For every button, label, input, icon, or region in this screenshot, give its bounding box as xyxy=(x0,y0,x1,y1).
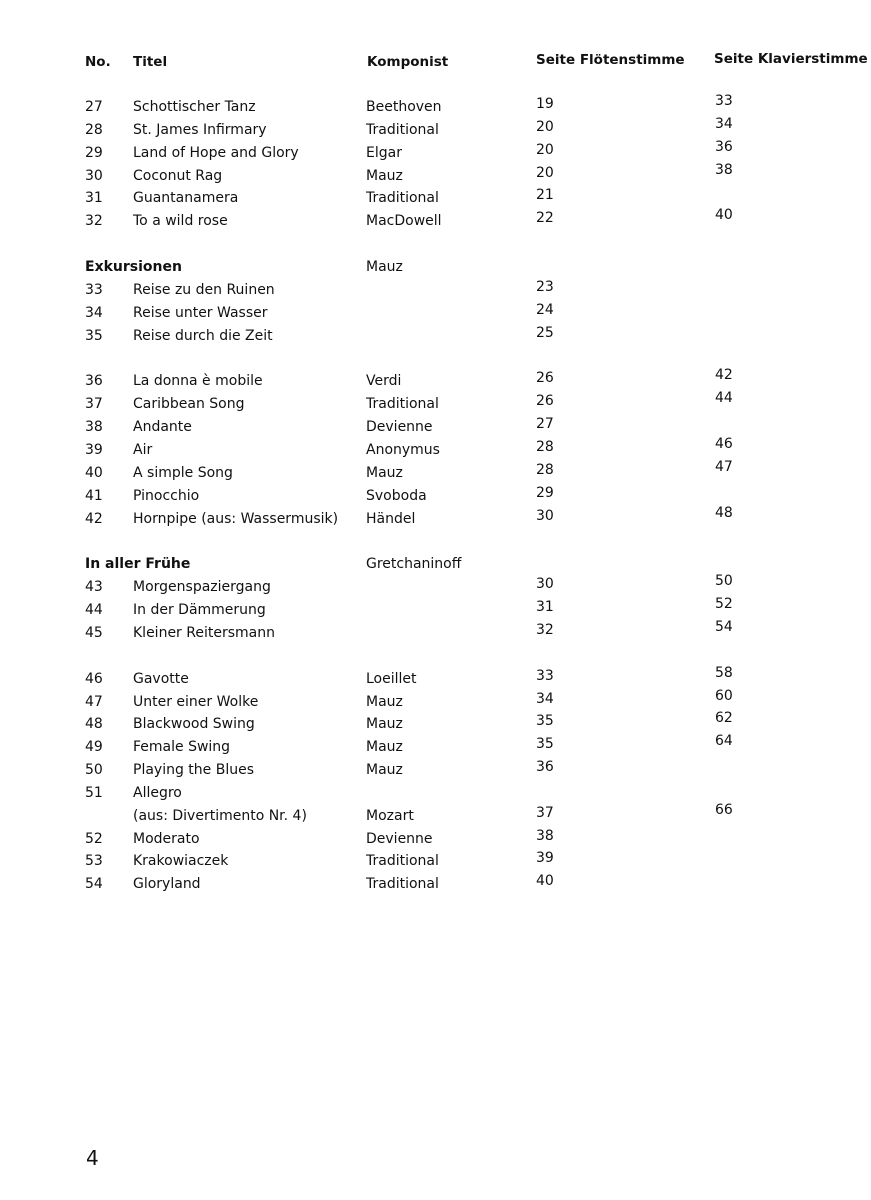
header-seite-floetenstimme: Seite Flötenstimme xyxy=(536,52,685,68)
table-row xyxy=(0,782,871,805)
cell-no: 54 xyxy=(85,876,103,893)
table-row xyxy=(0,367,871,393)
cell-komponist: Gretchaninoff xyxy=(366,556,462,573)
cell-titel: Air xyxy=(133,441,153,458)
section-title: In aller Frühe xyxy=(85,556,191,573)
table-row xyxy=(0,93,871,119)
table-row xyxy=(0,302,871,325)
cell-no: 32 xyxy=(85,213,103,230)
cell-titel: Allegro xyxy=(133,784,182,801)
table-body xyxy=(0,93,871,896)
cell-komponist: Traditional xyxy=(366,190,439,207)
cell-seite-floete: 35 xyxy=(536,713,554,730)
cell-seite-klavier: 33 xyxy=(715,93,733,109)
cell-no: 51 xyxy=(85,784,103,801)
cell-seite-floete: 38 xyxy=(536,827,554,844)
cell-no: 40 xyxy=(85,464,103,481)
cell-no: 50 xyxy=(85,762,103,779)
cell-seite-floete: 30 xyxy=(536,576,554,593)
cell-titel: (aus: Divertimento Nr. 4) xyxy=(133,807,307,824)
cell-seite-floete: 37 xyxy=(536,804,554,821)
cell-no: 34 xyxy=(85,304,103,321)
cell-no: 41 xyxy=(85,487,103,504)
table-row xyxy=(0,325,871,348)
cell-seite-floete: 20 xyxy=(536,141,554,158)
section-heading-row xyxy=(0,256,871,279)
cell-seite-floete: 20 xyxy=(536,164,554,181)
cell-komponist: Loeillet xyxy=(366,670,417,687)
cell-seite-floete: 29 xyxy=(536,484,554,501)
cell-komponist: Elgar xyxy=(366,144,402,161)
cell-seite-floete: 28 xyxy=(536,461,554,478)
cell-no: 36 xyxy=(85,373,103,390)
cell-titel: St. James Infirmary xyxy=(133,121,267,138)
table-row xyxy=(0,161,871,188)
cell-titel: Female Swing xyxy=(133,739,231,756)
section-heading-row xyxy=(0,553,871,576)
cell-titel: Reise durch die Zeit xyxy=(133,327,273,344)
cell-komponist: Mauz xyxy=(366,464,403,481)
cell-komponist: Händel xyxy=(366,510,416,527)
cell-titel: Unter einer Wolke xyxy=(133,693,259,710)
section-title: Exkursionen xyxy=(85,259,182,276)
cell-komponist: Mozart xyxy=(366,807,414,824)
cell-seite-klavier: 42 xyxy=(715,367,733,384)
table-row xyxy=(0,596,871,622)
cell-no: 47 xyxy=(85,693,103,710)
row-spacer xyxy=(0,233,871,256)
cell-titel: Blackwood Swing xyxy=(133,716,255,733)
cell-titel: In der Dämmerung xyxy=(133,602,266,619)
row-spacer xyxy=(0,530,871,553)
table-row xyxy=(0,618,871,645)
cell-komponist: Devienne xyxy=(366,830,433,847)
cell-seite-floete: 40 xyxy=(536,873,554,890)
cell-seite-floete: 25 xyxy=(536,324,554,341)
cell-komponist: Svoboda xyxy=(366,487,427,504)
cell-seite-floete: 20 xyxy=(536,118,554,135)
cell-no: 49 xyxy=(85,739,103,756)
cell-seite-klavier: 52 xyxy=(715,596,733,613)
cell-komponist: Traditional xyxy=(366,121,439,138)
cell-komponist: Traditional xyxy=(366,396,439,413)
row-spacer xyxy=(0,645,871,668)
cell-no: 43 xyxy=(85,579,103,596)
cell-titel: Pinocchio xyxy=(133,487,200,504)
cell-no: 28 xyxy=(85,121,103,138)
cell-komponist: Devienne xyxy=(366,419,433,436)
cell-no: 27 xyxy=(85,99,103,115)
cell-komponist: Verdi xyxy=(366,373,402,390)
page-number: 4 xyxy=(86,1146,99,1170)
cell-seite-klavier: 62 xyxy=(715,710,733,727)
table-row xyxy=(0,138,871,165)
cell-komponist: Mauz xyxy=(366,259,403,276)
table-row xyxy=(0,759,871,782)
cell-no: 33 xyxy=(85,281,103,298)
cell-komponist: Beethoven xyxy=(366,99,442,115)
table-row xyxy=(0,207,871,233)
cell-seite-floete: 36 xyxy=(536,759,554,776)
cell-seite-floete: 26 xyxy=(536,370,554,387)
cell-seite-klavier: 48 xyxy=(715,504,733,521)
cell-titel: Gloryland xyxy=(133,876,201,893)
cell-no: 31 xyxy=(85,190,103,207)
cell-titel: Reise zu den Ruinen xyxy=(133,281,275,298)
table-row xyxy=(0,801,871,828)
cell-seite-klavier: 54 xyxy=(715,618,733,635)
header-titel: Titel xyxy=(133,54,168,70)
cell-no: 44 xyxy=(85,602,103,619)
table-row xyxy=(0,828,871,851)
cell-seite-floete: 30 xyxy=(536,507,554,524)
cell-komponist: Mauz xyxy=(366,762,403,779)
table-row xyxy=(0,850,871,873)
header-seite-klavierstimme: Seite Klavierstimme xyxy=(714,51,868,67)
table-row xyxy=(0,435,871,462)
cell-titel: Krakowiaczek xyxy=(133,853,229,870)
cell-no: 35 xyxy=(85,327,103,344)
cell-no: 42 xyxy=(85,510,103,527)
cell-seite-floete: 27 xyxy=(536,416,554,433)
cell-seite-klavier: 40 xyxy=(715,207,733,224)
cell-seite-klavier: 60 xyxy=(715,687,733,704)
cell-komponist: Mauz xyxy=(366,716,403,733)
table-row xyxy=(0,710,871,736)
table-row xyxy=(0,416,871,439)
table-row xyxy=(0,485,871,508)
cell-seite-floete: 26 xyxy=(536,393,554,410)
cell-seite-floete: 23 xyxy=(536,278,554,295)
cell-seite-floete: 22 xyxy=(536,210,554,227)
cell-titel: Moderato xyxy=(133,830,200,847)
cell-seite-floete: 35 xyxy=(536,736,554,753)
cell-no: 48 xyxy=(85,716,103,733)
table-header xyxy=(0,50,871,74)
cell-titel: La donna è mobile xyxy=(133,373,263,390)
cell-seite-klavier: 47 xyxy=(715,458,733,475)
cell-seite-klavier: 64 xyxy=(715,733,733,750)
cell-komponist: MacDowell xyxy=(366,213,442,230)
table-row xyxy=(0,115,871,142)
cell-seite-klavier: 38 xyxy=(715,161,733,178)
cell-komponist: Mauz xyxy=(366,693,403,710)
cell-titel: Gavotte xyxy=(133,670,189,687)
cell-titel: A simple Song xyxy=(133,464,233,481)
cell-komponist: Traditional xyxy=(366,876,439,893)
cell-no: 30 xyxy=(85,167,103,184)
cell-seite-floete: 31 xyxy=(536,599,554,616)
cell-seite-floete: 32 xyxy=(536,621,554,638)
cell-seite-klavier: 36 xyxy=(715,138,733,155)
table-row xyxy=(0,664,871,691)
cell-komponist: Mauz xyxy=(366,739,403,756)
cell-seite-floete: 34 xyxy=(536,690,554,707)
table-row xyxy=(0,390,871,416)
cell-seite-floete: 28 xyxy=(536,438,554,455)
cell-titel: To a wild rose xyxy=(133,213,228,230)
cell-titel: Schottischer Tanz xyxy=(133,99,256,115)
cell-titel: Land of Hope and Glory xyxy=(133,144,299,161)
cell-seite-klavier: 34 xyxy=(715,115,733,132)
table-row xyxy=(0,573,871,599)
table-row xyxy=(0,187,871,210)
table-row xyxy=(0,733,871,759)
cell-no: 46 xyxy=(85,670,103,687)
header-komponist: Komponist xyxy=(367,54,449,70)
table-row xyxy=(0,458,871,485)
cell-titel: Kleiner Reitersmann xyxy=(133,624,275,641)
cell-komponist: Anonymus xyxy=(366,441,440,458)
cell-seite-floete: 24 xyxy=(536,301,554,318)
cell-seite-klavier: 50 xyxy=(715,573,733,590)
cell-titel: Morgenspaziergang xyxy=(133,579,271,596)
cell-seite-floete: 33 xyxy=(536,667,554,684)
cell-seite-floete: 19 xyxy=(536,96,554,112)
cell-seite-klavier: 44 xyxy=(715,390,733,407)
cell-no: 53 xyxy=(85,853,103,870)
table-row xyxy=(0,873,871,896)
cell-komponist: Mauz xyxy=(366,167,403,184)
cell-no: 38 xyxy=(85,419,103,436)
table-row xyxy=(0,279,871,302)
cell-no: 29 xyxy=(85,144,103,161)
cell-seite-klavier: 46 xyxy=(715,435,733,452)
table-row xyxy=(0,504,871,531)
cell-titel: Playing the Blues xyxy=(133,762,254,779)
cell-seite-klavier: 66 xyxy=(715,801,733,818)
cell-titel: Coconut Rag xyxy=(133,167,223,184)
cell-komponist: Traditional xyxy=(366,853,439,870)
row-spacer xyxy=(0,347,871,370)
cell-seite-floete: 39 xyxy=(536,850,554,867)
cell-titel: Reise unter Wasser xyxy=(133,304,268,321)
cell-no: 45 xyxy=(85,624,103,641)
cell-titel: Hornpipe (aus: Wassermusik) xyxy=(133,510,339,527)
cell-no: 39 xyxy=(85,441,103,458)
cell-titel: Guantanamera xyxy=(133,190,239,207)
cell-seite-klavier: 58 xyxy=(715,664,733,681)
cell-no: 52 xyxy=(85,830,103,847)
cell-no: 37 xyxy=(85,396,103,413)
cell-seite-floete: 21 xyxy=(536,187,554,204)
cell-titel: Caribbean Song xyxy=(133,396,245,413)
header-no: No. xyxy=(85,54,111,70)
table-row xyxy=(0,687,871,714)
cell-titel: Andante xyxy=(133,419,192,436)
